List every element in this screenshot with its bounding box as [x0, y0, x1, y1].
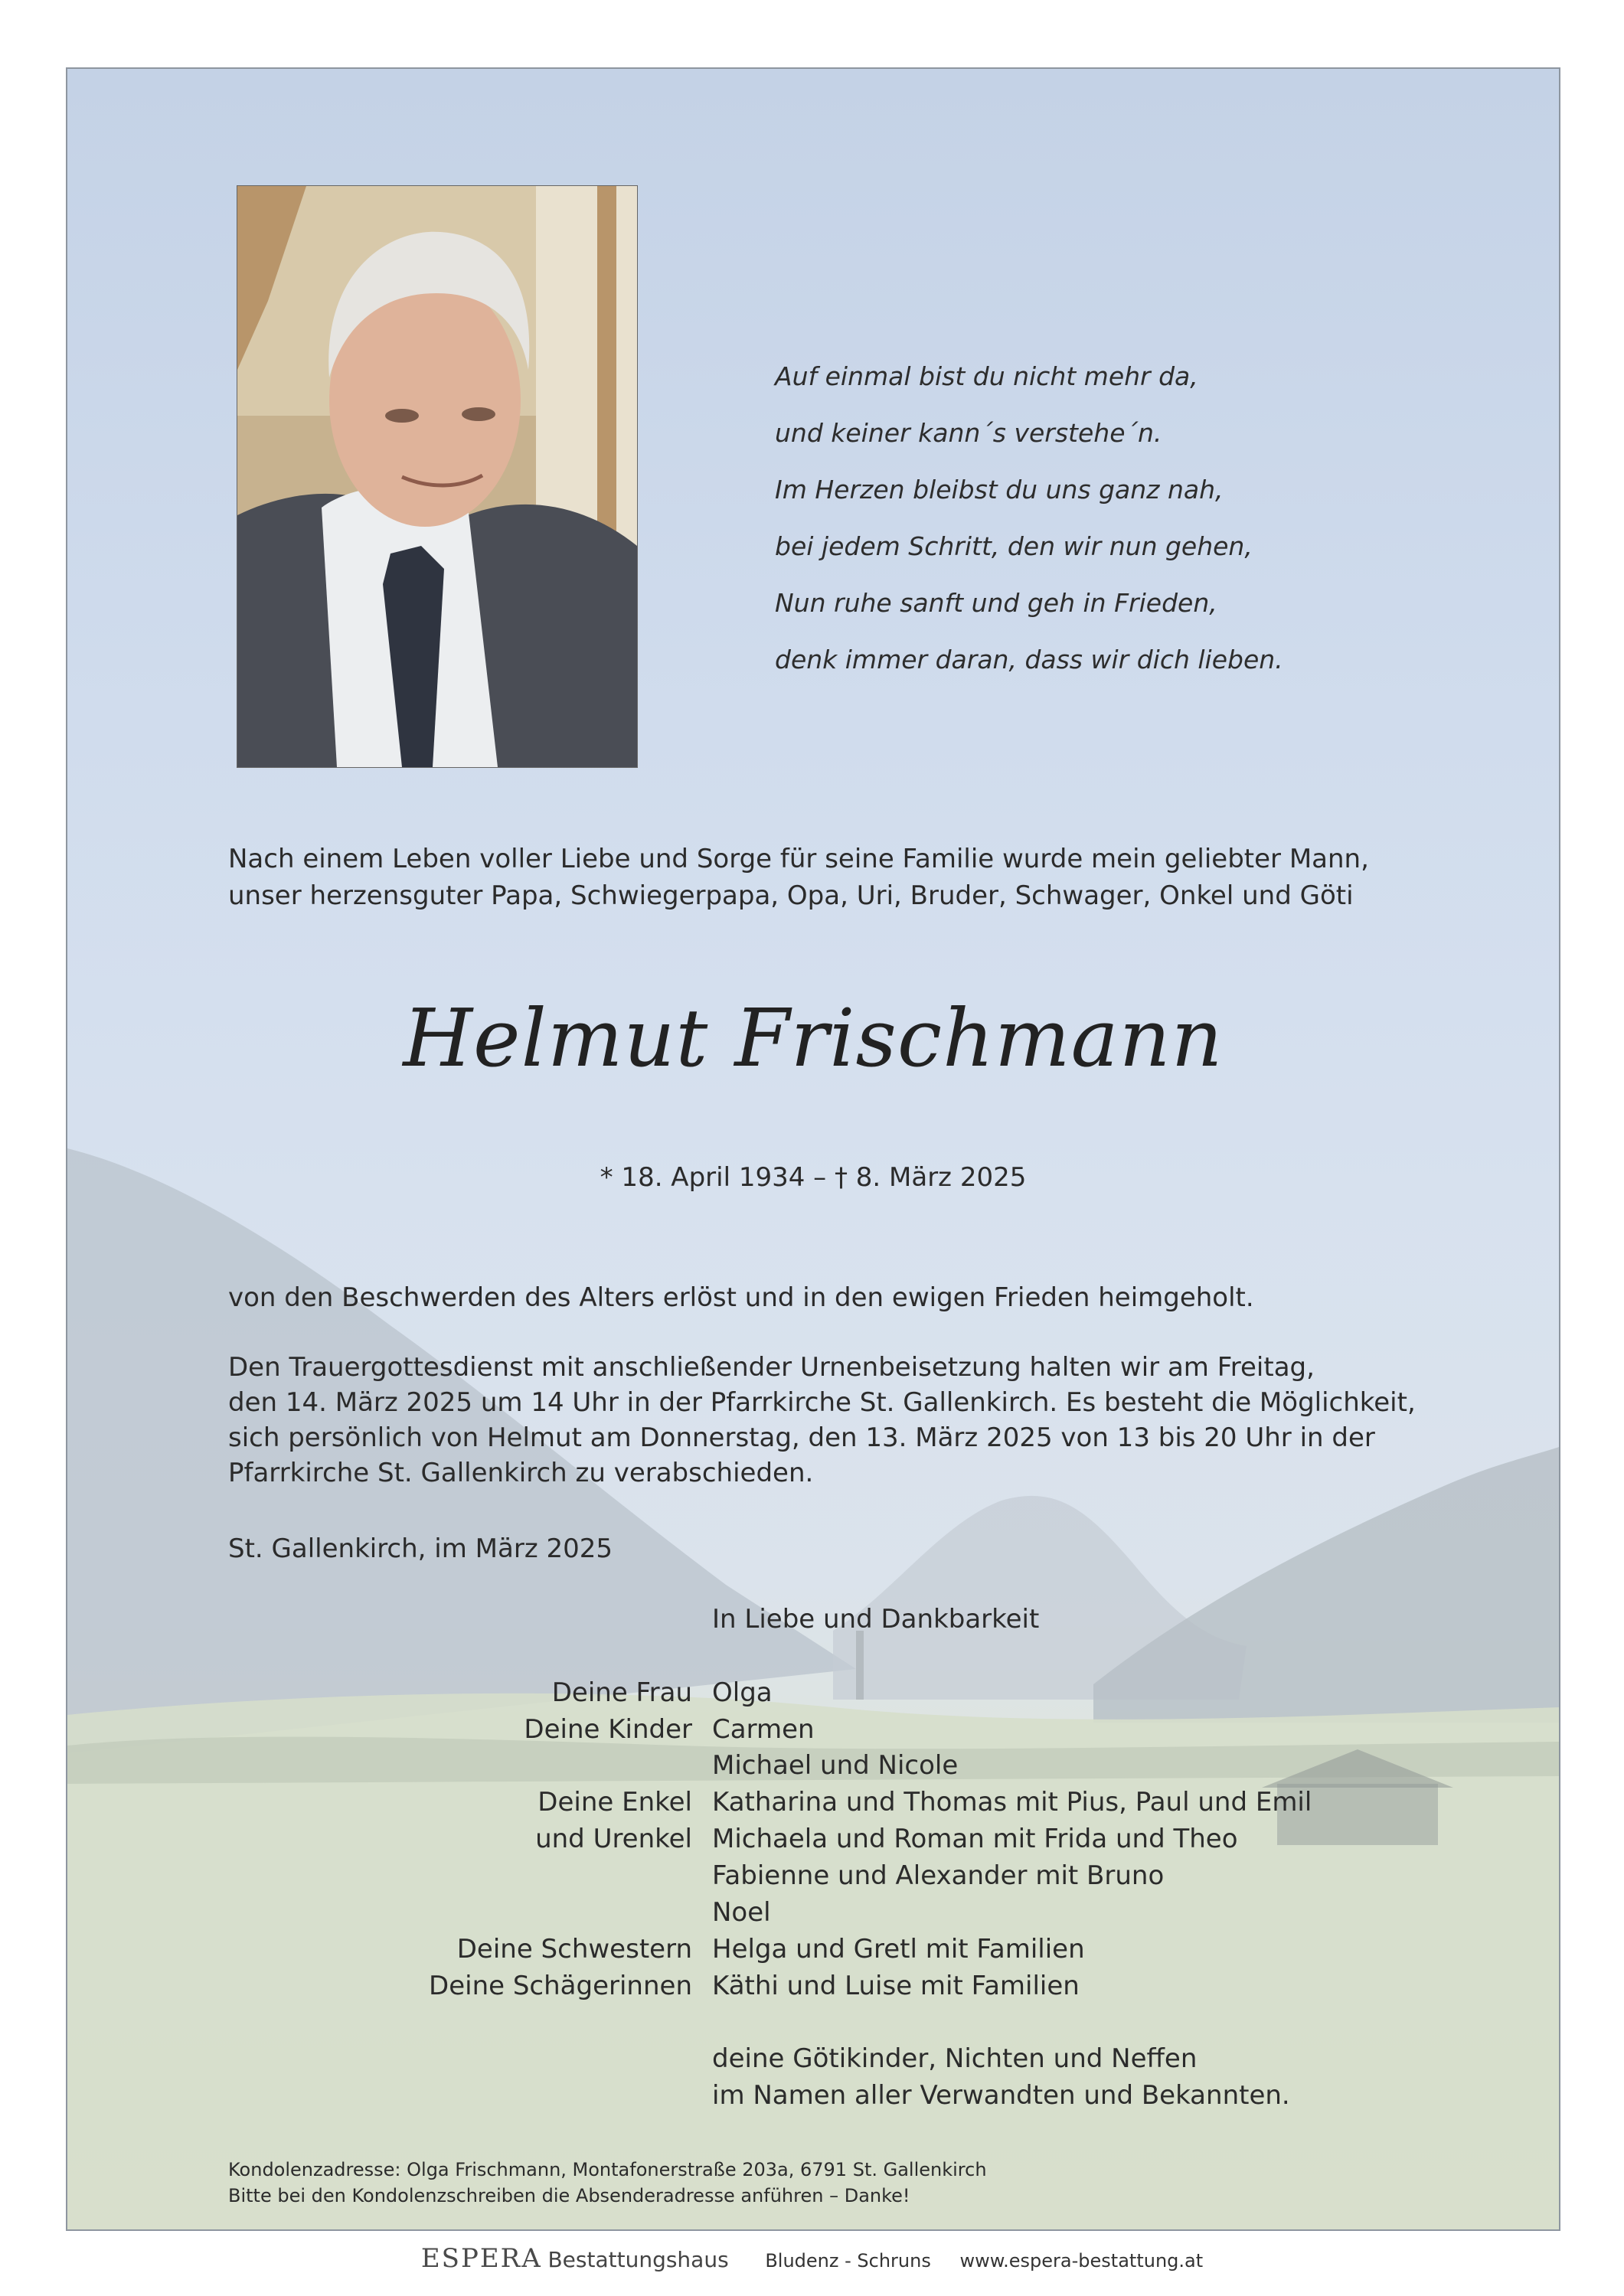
release-text [228, 1280, 1423, 1315]
family-name: Käthi und Luise mit Familien [712, 1971, 1080, 2001]
poem-line: Nun ruhe sanft und geh in Frieden, [775, 588, 1217, 618]
service-line: Pfarrkirche St. Gallenkirch zu verabschieden. [228, 1458, 814, 1488]
family-label: Deine Kinder [524, 1714, 692, 1745]
family-heading: In Liebe und Dankbarkeit [712, 1604, 1040, 1635]
family-name: Helga und Gretl mit Familien [712, 1934, 1085, 1965]
service-line: Den Trauergottesdienst mit anschließender Urnenbeisetzung halten wir am Freitag, [228, 1352, 1315, 1383]
family-name: Katharina und Thomas mit Pius, Paul und Emil [712, 1787, 1312, 1818]
family-name: Michael und Nicole [712, 1750, 959, 1781]
place-date-line: St. Gallenkirch, im März 2025 [228, 1533, 613, 1564]
service-text [228, 1350, 1423, 1491]
service-line: sich persönlich von Helmut am Donnerstag, den 13. März 2025 von 13 bis 20 Uhr in der [228, 1422, 1375, 1453]
family-name: Fabienne und Alexander mit Bruno [712, 1860, 1165, 1891]
family-name: Olga [712, 1677, 773, 1708]
release-line: von den Beschwerden des Alters erlöst und in den ewigen Frieden heimgeholt. [228, 1282, 1254, 1313]
family-name: Noel [712, 1897, 771, 1928]
service-line: den 14. März 2025 um 14 Uhr in der Pfarrkirche St. Gallenkirch. Es besteht die Möglichkeit, [228, 1387, 1416, 1418]
family-label: Deine Schägerinnen [429, 1971, 692, 2001]
portrait-photo [237, 185, 638, 768]
poem-line: denk immer daran, dass wir dich lieben. [775, 645, 1283, 674]
footer [0, 2243, 1624, 2274]
family-label: Deine Enkel [538, 1787, 692, 1818]
condolence-note [228, 2157, 987, 2209]
brand-name: ESPERA [420, 2243, 542, 2274]
family-name: Carmen [712, 1714, 815, 1745]
poem-line: und keiner kann´s verstehe´n. [775, 418, 1162, 448]
deceased-name: Helmut Frischmann [403, 991, 1224, 1085]
intro-line: unser herzensguter Papa, Schwiegerpapa, Opa, Uri, Bruder, Schwager, Onkel und Göti [228, 880, 1354, 911]
poem-line: bei jedem Schritt, den wir nun gehen, [775, 531, 1253, 561]
obituary-card [66, 67, 1560, 2231]
poem-line: Auf einmal bist du nicht mehr da, [775, 361, 1198, 391]
footer-locations: Bludenz - Schruns [765, 2250, 931, 2272]
life-dates: * 18. April 1934 – † 8. März 2025 [600, 1162, 1027, 1193]
family-closing: im Namen aller Verwandten und Bekannten. [712, 2080, 1290, 2111]
intro-line: Nach einem Leben voller Liebe und Sorge für seine Familie wurde mein geliebter Mann, [228, 844, 1369, 874]
footer-website-link[interactable]: www.espera-bestattung.at [959, 2250, 1204, 2272]
intro-text [228, 841, 1423, 914]
family-label: und Urenkel [535, 1824, 692, 1854]
poem [775, 348, 1283, 688]
place-date [228, 1531, 1423, 1566]
family-label: Deine Frau [551, 1677, 692, 1708]
family-label: Deine Schwestern [456, 1934, 692, 1965]
condolence-line: Bitte bei den Kondolenzschreiben die Absenderadresse anführen – Danke! [228, 2185, 910, 2206]
brand-subtitle: Bestattungshaus [547, 2247, 729, 2272]
condolence-line: Kondolenzadresse: Olga Frischmann, Montafonerstraße 203a, 6791 St. Gallenkirch [228, 2159, 987, 2180]
family-name: Michaela und Roman mit Frida und Theo [712, 1824, 1238, 1854]
family-closing: deine Götikinder, Nichten und Neffen [712, 2043, 1198, 2074]
poem-line: Im Herzen bleibst du uns ganz nah, [775, 475, 1224, 505]
